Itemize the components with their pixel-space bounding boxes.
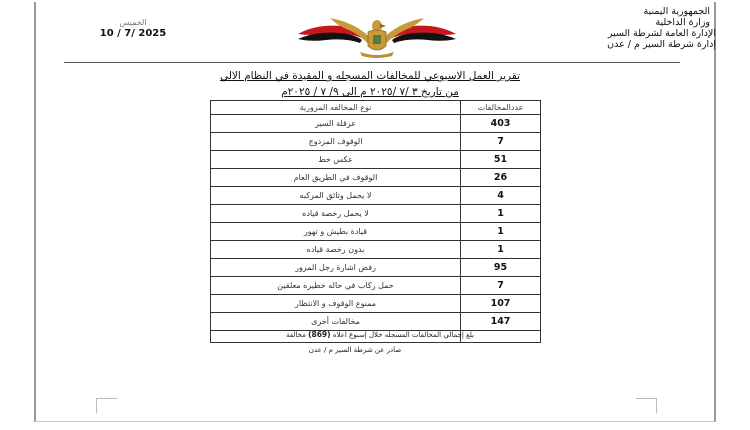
violation-type: عكس خط <box>211 151 461 169</box>
violation-count: 4 <box>461 187 541 205</box>
header-day: الخميس <box>119 18 147 27</box>
violation-count: 51 <box>461 151 541 169</box>
table-row <box>211 313 541 331</box>
table-row <box>211 133 541 151</box>
header-line-ministry: وزارة الداخلية <box>655 17 710 28</box>
table-row <box>211 115 541 133</box>
table-row <box>211 259 541 277</box>
violation-type: مخالفات أخرى <box>211 313 461 331</box>
header-line-department: إدارة شرطة السير م / عدن <box>607 39 716 50</box>
crop-mark-right <box>636 398 657 413</box>
table-row <box>211 205 541 223</box>
violation-count: 1 <box>461 241 541 259</box>
issued-by: صادر عن شرطة السير م / عدن <box>308 346 402 354</box>
violation-count: 1 <box>461 205 541 223</box>
violation-type: الوقوف المزدوج <box>211 133 461 151</box>
table-row <box>211 277 541 295</box>
violation-count: 107 <box>461 295 541 313</box>
table-row <box>211 241 541 259</box>
violation-count: 7 <box>461 277 541 295</box>
header-date-block <box>78 18 188 40</box>
violation-type: حمل ركاب في حاله خطيره معلقين <box>211 277 461 295</box>
report-period: من تاريخ ٣ /٧ /٢٠٢٥ م الى ٩/ ٧ / ٢٠٢٥م <box>281 86 459 98</box>
violation-type: لا يحمل رخصة قياده <box>211 205 461 223</box>
violation-type: بدون رخصة قياده <box>211 241 461 259</box>
table-row <box>211 223 541 241</box>
violation-count: 403 <box>461 115 541 133</box>
violation-count: 1 <box>461 223 541 241</box>
header-issuer <box>526 6 716 50</box>
table-row <box>211 295 541 313</box>
yemen-eagle-emblem-icon <box>296 12 458 60</box>
crop-mark-left <box>96 398 117 413</box>
violation-type: عرقلة السير <box>211 115 461 133</box>
total-prefix: بلغ إجمالي المخالفات المسجله خلال إسبوع اعلاه <box>332 331 474 339</box>
header-divider <box>64 62 680 63</box>
table-row <box>211 169 541 187</box>
violation-type: رفض اشارة رجل المرور <box>211 259 461 277</box>
total-value: (869) <box>308 330 331 339</box>
violation-count: 147 <box>461 313 541 331</box>
total-suffix: مخالفة <box>286 331 306 339</box>
header-type: نوع المخالفه المرورية <box>211 101 461 115</box>
header-count: عددالمخالفات <box>461 101 541 115</box>
total-summary <box>240 330 520 339</box>
violation-type: الوقوف في الطريق العام <box>211 169 461 187</box>
violation-count: 7 <box>461 133 541 151</box>
violation-count: 26 <box>461 169 541 187</box>
table-row <box>211 187 541 205</box>
table-header-row <box>211 101 541 115</box>
violation-type: قيادة بطيش و تهور <box>211 223 461 241</box>
report-title: تقرير العمل الاسبوعي للمخالفات المسجله و المقيدة في النظام الالي <box>219 70 521 82</box>
header-line-directorate: الإدارة العامة لشرطة السير <box>607 28 716 39</box>
header-date: 10 / 7/ 2025 <box>99 28 167 39</box>
violation-type: لا يحمل وثائق المركبه <box>211 187 461 205</box>
violation-type: ممنوع الوقوف و الانتظار <box>211 295 461 313</box>
header-line-republic: الجمهورية اليمنية <box>643 6 710 17</box>
table-row <box>211 151 541 169</box>
violations-table <box>210 100 541 343</box>
violation-count: 95 <box>461 259 541 277</box>
